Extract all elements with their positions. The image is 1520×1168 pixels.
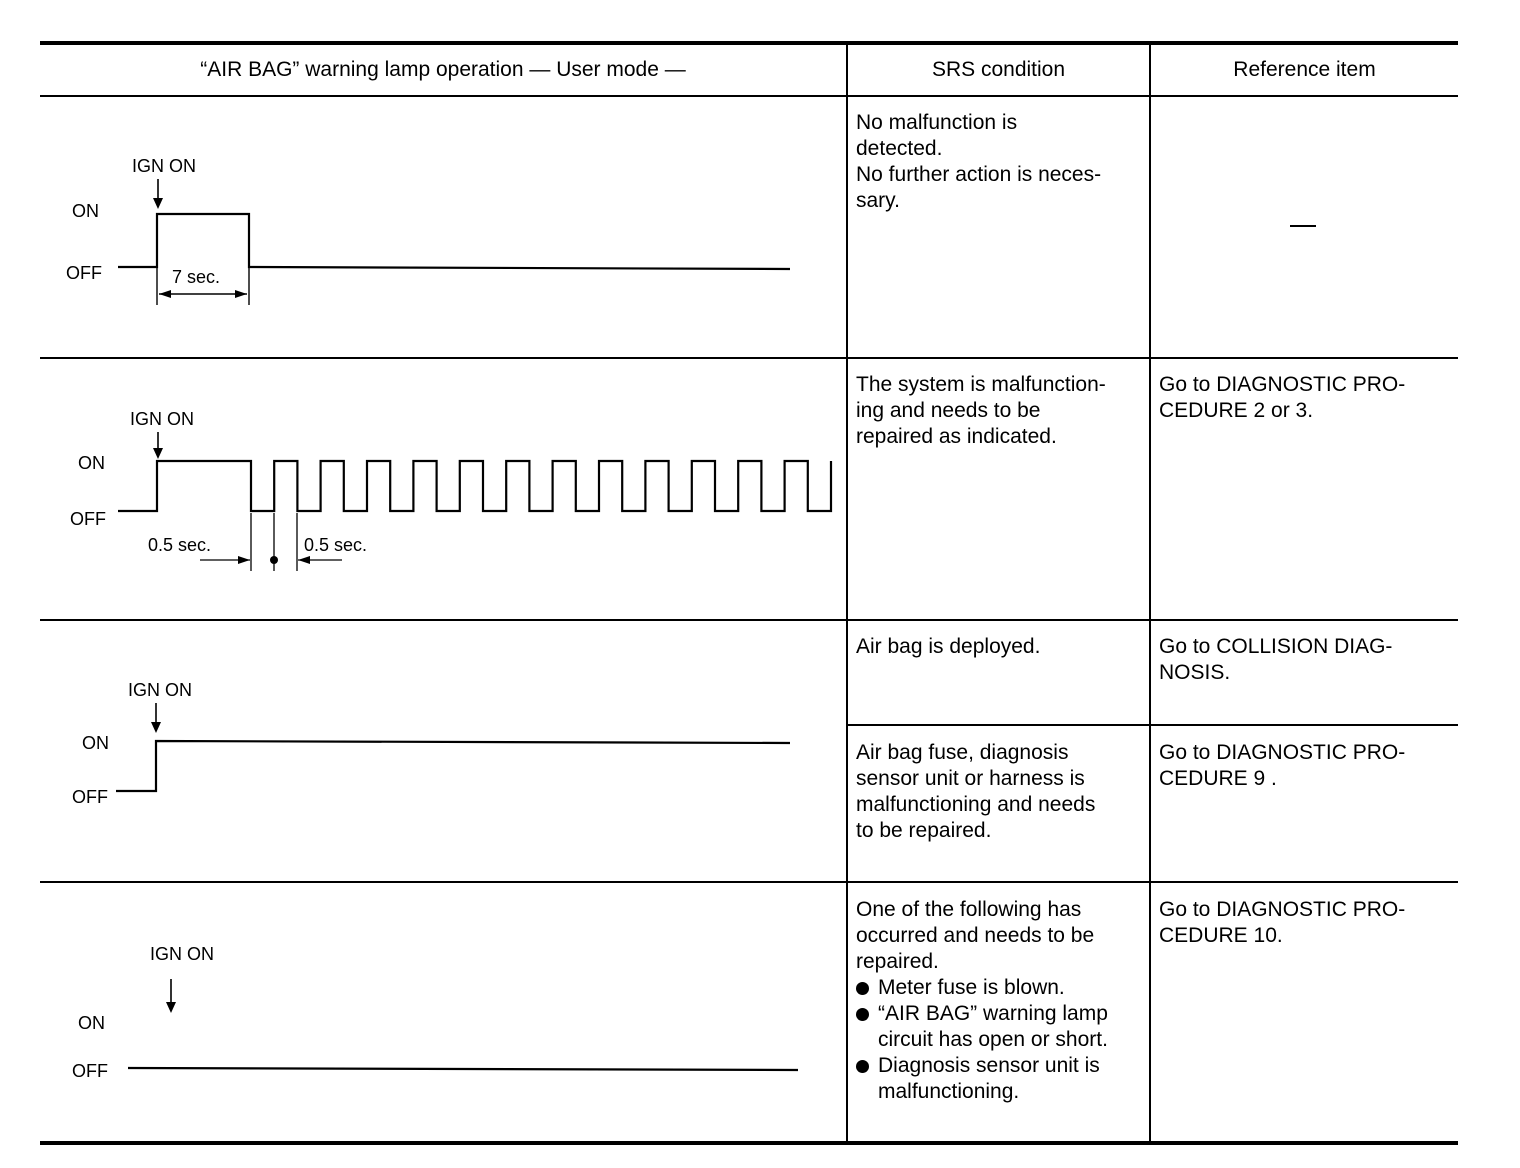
interval-off-label: 0.5 sec. [148,535,212,555]
header-reference [1151,44,1458,96]
header-operation [40,44,846,96]
condition-line: malfunctioning and needs [856,793,1096,816]
on-label: ON [78,1013,105,1033]
lamp-waveform [116,741,790,791]
reference-row3a [1159,634,1392,686]
condition-line: occurred and needs to be [856,924,1095,947]
reference-line: CEDURE 10. [1159,924,1283,947]
off-label: OFF [70,509,106,529]
reference-row4 [1159,897,1405,949]
lamp-diagram-row4 [40,883,846,1141]
header-condition [848,44,1149,96]
off-label: OFF [72,787,108,807]
sub-row-divider [848,724,1458,726]
interval-on-label: 0.5 sec. [304,535,368,555]
condition-line: No further action is neces- [856,163,1102,186]
lamp-diagram-row3 [40,621,846,881]
condition-row3a [856,634,1040,660]
on-label: ON [72,201,99,221]
off-label: OFF [66,263,102,283]
bullet-dot-icon [856,982,869,995]
bullet-text: Meter fuse is blown. [878,976,1065,999]
reference-line: Go to DIAGNOSTIC PRO- [1159,741,1406,764]
condition-line: Air bag is deployed. [856,635,1041,658]
bullet-continuation: malfunctioning. [878,1080,1020,1103]
condition-line: repaired. [856,950,939,973]
bullet-item [856,1001,1108,1027]
condition-line: repaired as indicated. [856,425,1057,448]
reference-line: Go to COLLISION DIAG- [1159,635,1393,658]
duration-label: 7 sec. [172,267,221,287]
ign-on-label: IGN ON [128,680,193,700]
condition-line: to be repaired. [856,819,992,842]
on-label: ON [78,453,105,473]
condition-row2 [856,372,1106,450]
condition-line: Air bag fuse, diagnosis [856,741,1069,764]
lamp-diagram-row2 [40,359,846,619]
lamp-waveform [118,214,790,269]
bullet-item [856,1053,1108,1079]
condition-line: The system is malfunction- [856,373,1106,396]
reference-line: CEDURE 9 . [1159,767,1277,790]
header-reference-label: Reference item [1233,58,1376,81]
condition-line: sensor unit or harness is [856,767,1085,790]
reference-line: CEDURE 2 or 3. [1159,399,1314,422]
condition-line: sary. [856,189,900,212]
condition-line: No malfunction is [856,111,1018,134]
bullet-dot-icon [856,1060,869,1073]
lamp-diagram-row1 [40,97,846,357]
header-condition-label: SRS condition [931,58,1066,81]
lamp-waveform [128,1068,798,1070]
bullet-item [856,975,1108,1001]
off-label: OFF [72,1061,108,1081]
reference-line: NOSIS. [1159,661,1231,684]
lamp-waveform [118,461,831,511]
reference-row3b [1159,740,1405,792]
condition-line: ing and needs to be [856,399,1041,422]
condition-line: One of the following has [856,898,1082,921]
ign-on-label: IGN ON [130,409,195,429]
bullet-text: Diagnosis sensor unit is [878,1054,1100,1077]
bottom-rule [40,1141,1458,1145]
condition-row3b [856,740,1095,844]
condition-row4 [856,897,1108,1105]
ign-on-label: IGN ON [132,156,197,176]
column-divider [1149,43,1151,1143]
bullet-text: “AIR BAG” warning lamp [878,1002,1108,1025]
reference-none-dash [1290,225,1316,227]
reference-row2 [1159,372,1405,424]
header-operation-label: “AIR BAG” warning lamp operation — User mode — [200,58,686,81]
ign-on-label: IGN ON [150,944,215,964]
condition-line: detected. [856,137,943,160]
column-divider [846,43,848,1143]
bullet-continuation: circuit has open or short. [878,1028,1108,1051]
on-label: ON [82,733,109,753]
reference-line: Go to DIAGNOSTIC PRO- [1159,373,1406,396]
bullet-dot-icon [856,1008,869,1021]
reference-line: Go to DIAGNOSTIC PRO- [1159,898,1406,921]
condition-row1 [856,110,1101,214]
